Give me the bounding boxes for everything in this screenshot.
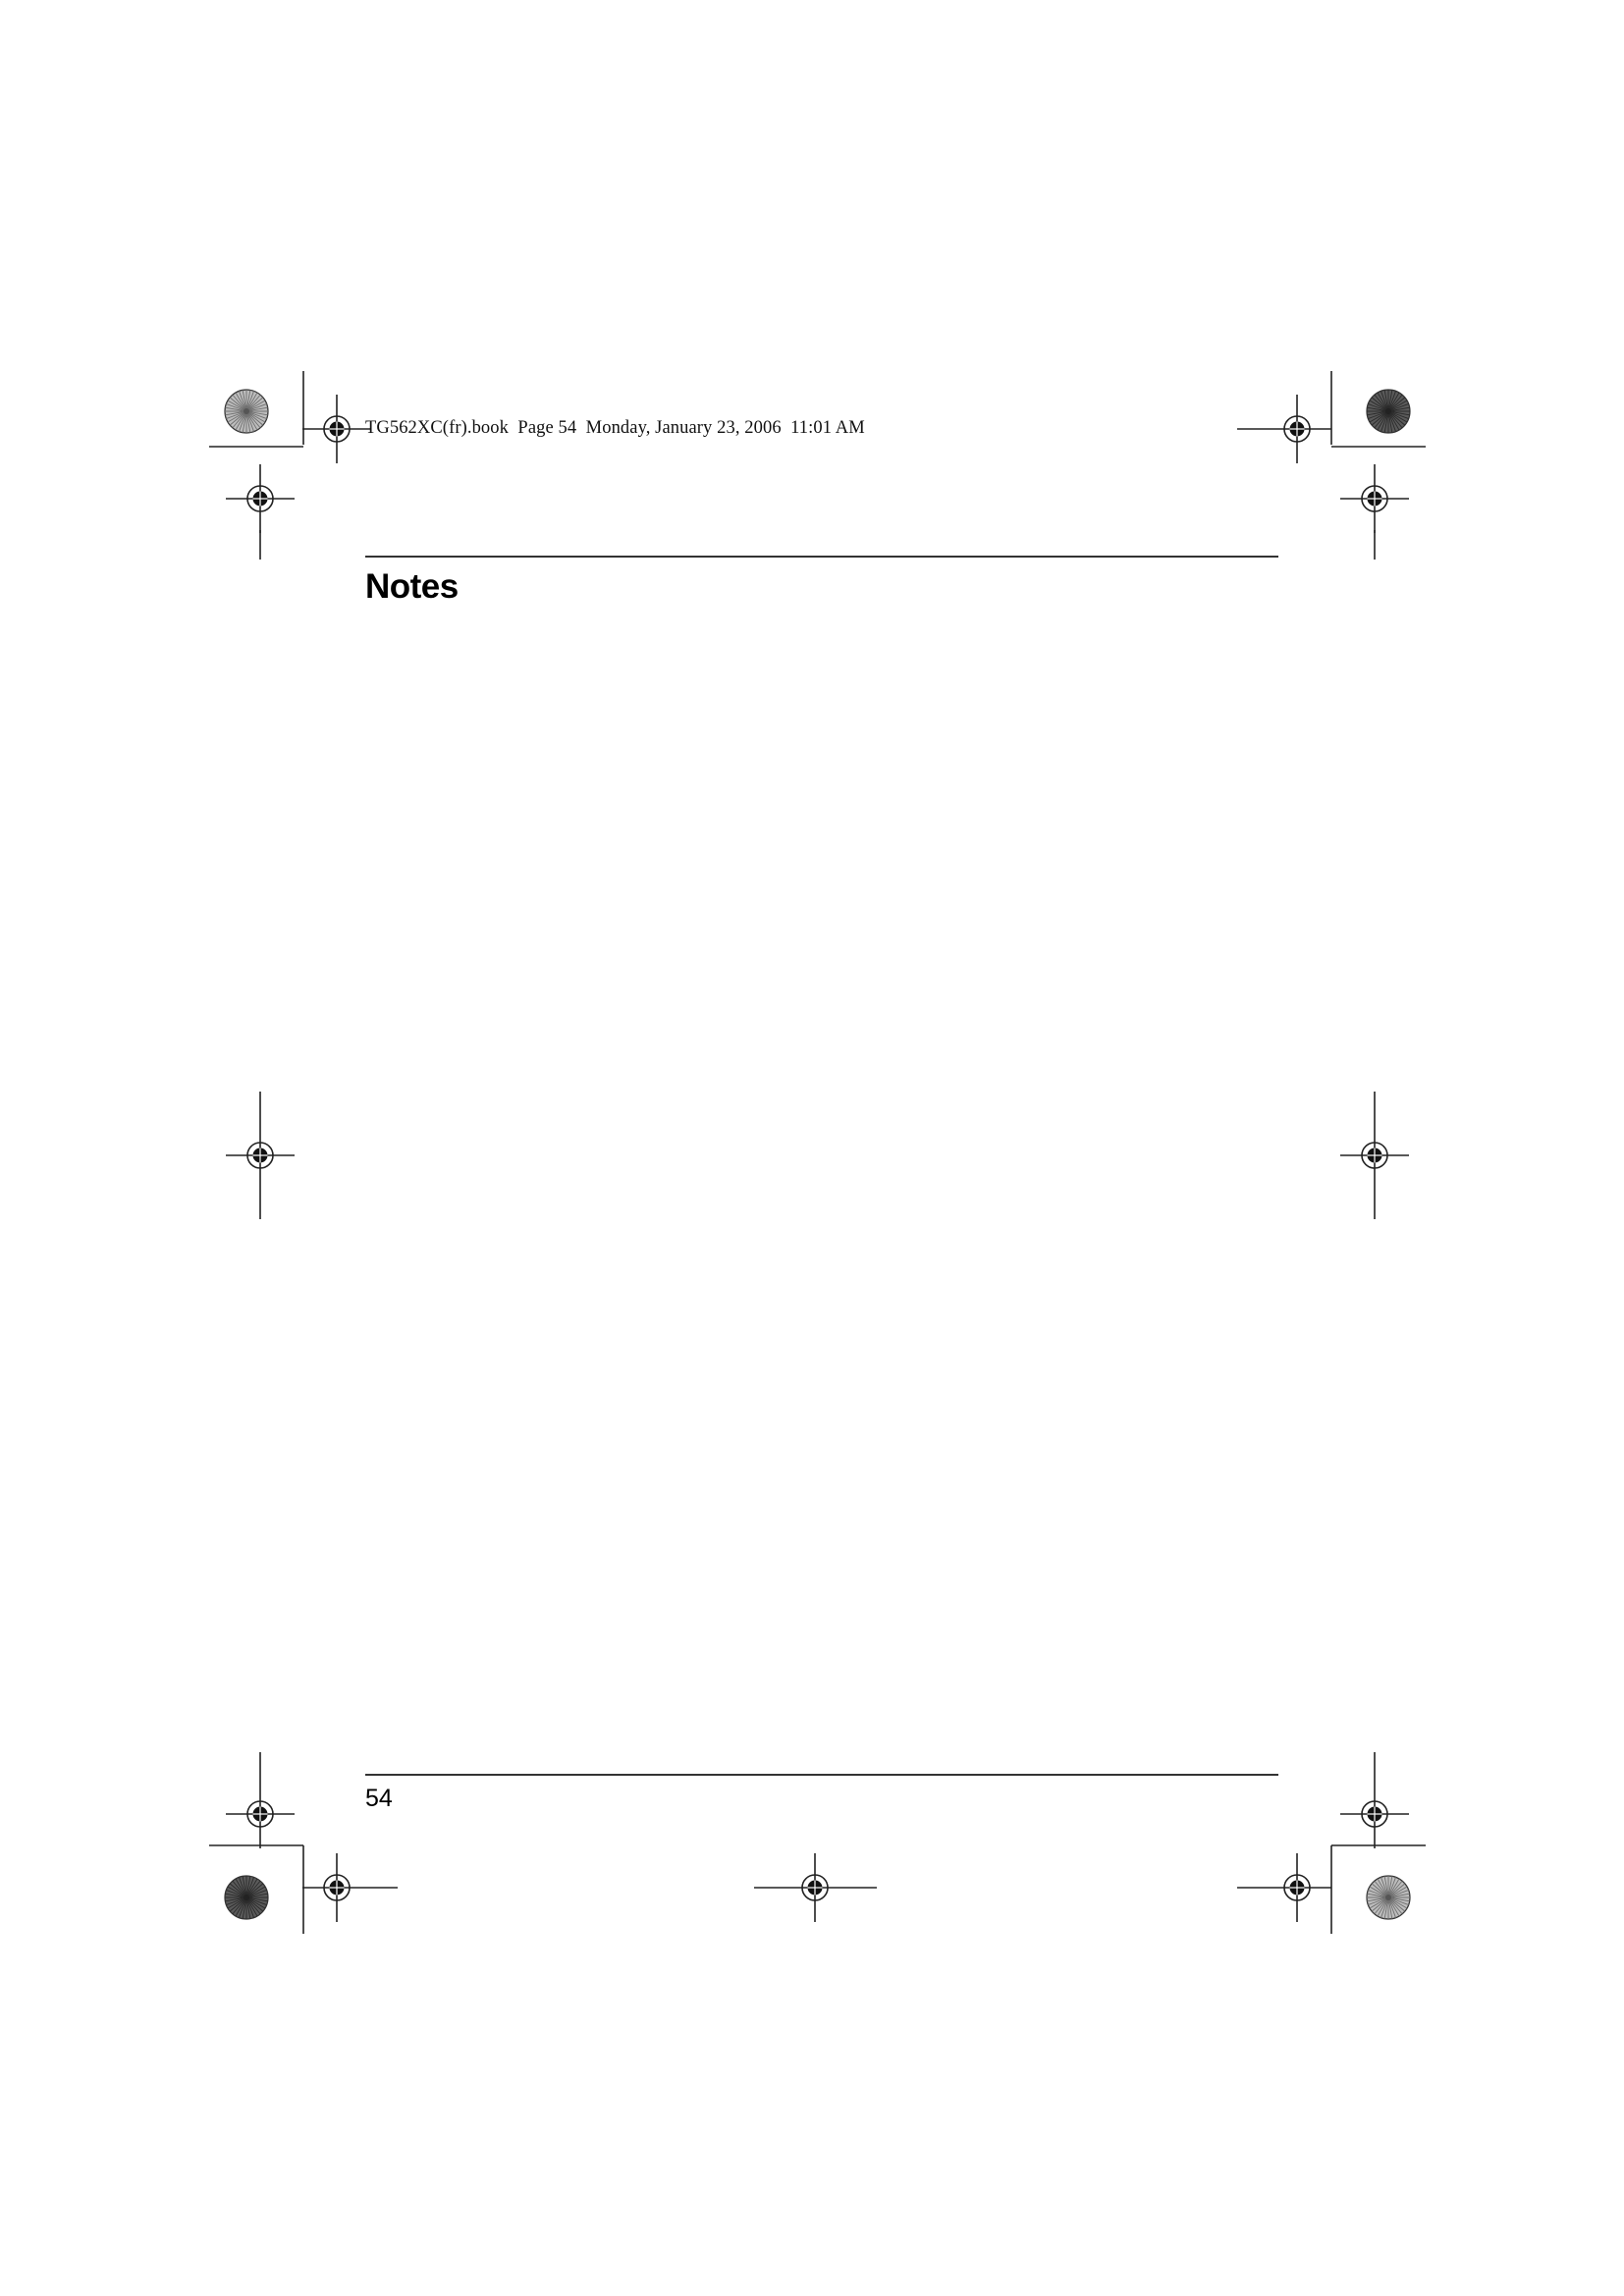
registration-mark-icon [1340, 464, 1409, 533]
color-target-icon [1367, 1876, 1410, 1919]
page-title: Notes [365, 567, 459, 606]
registration-mark-icon [1263, 1853, 1331, 1922]
registration-mark-icon [1340, 1121, 1409, 1190]
color-target-icon [225, 1876, 268, 1919]
color-target-icon [225, 390, 268, 433]
header-rule [365, 556, 1278, 558]
registration-mark-icon [226, 1121, 295, 1190]
page-number: 54 [365, 1785, 393, 1812]
registration-mark-icon [781, 1853, 849, 1922]
registration-mark-icon [1340, 1780, 1409, 1848]
registration-mark-icon [302, 395, 371, 463]
color-target-icon [1367, 390, 1410, 433]
print-slug-line: TG562XC(fr).book Page 54 Monday, January 23, 2006 11:01 AM [365, 418, 865, 438]
registration-mark-icon [226, 1780, 295, 1848]
registration-mark-icon [226, 464, 295, 533]
footer-rule [365, 1774, 1278, 1776]
registration-mark-icon [1263, 395, 1331, 463]
registration-mark-icon [302, 1853, 371, 1922]
